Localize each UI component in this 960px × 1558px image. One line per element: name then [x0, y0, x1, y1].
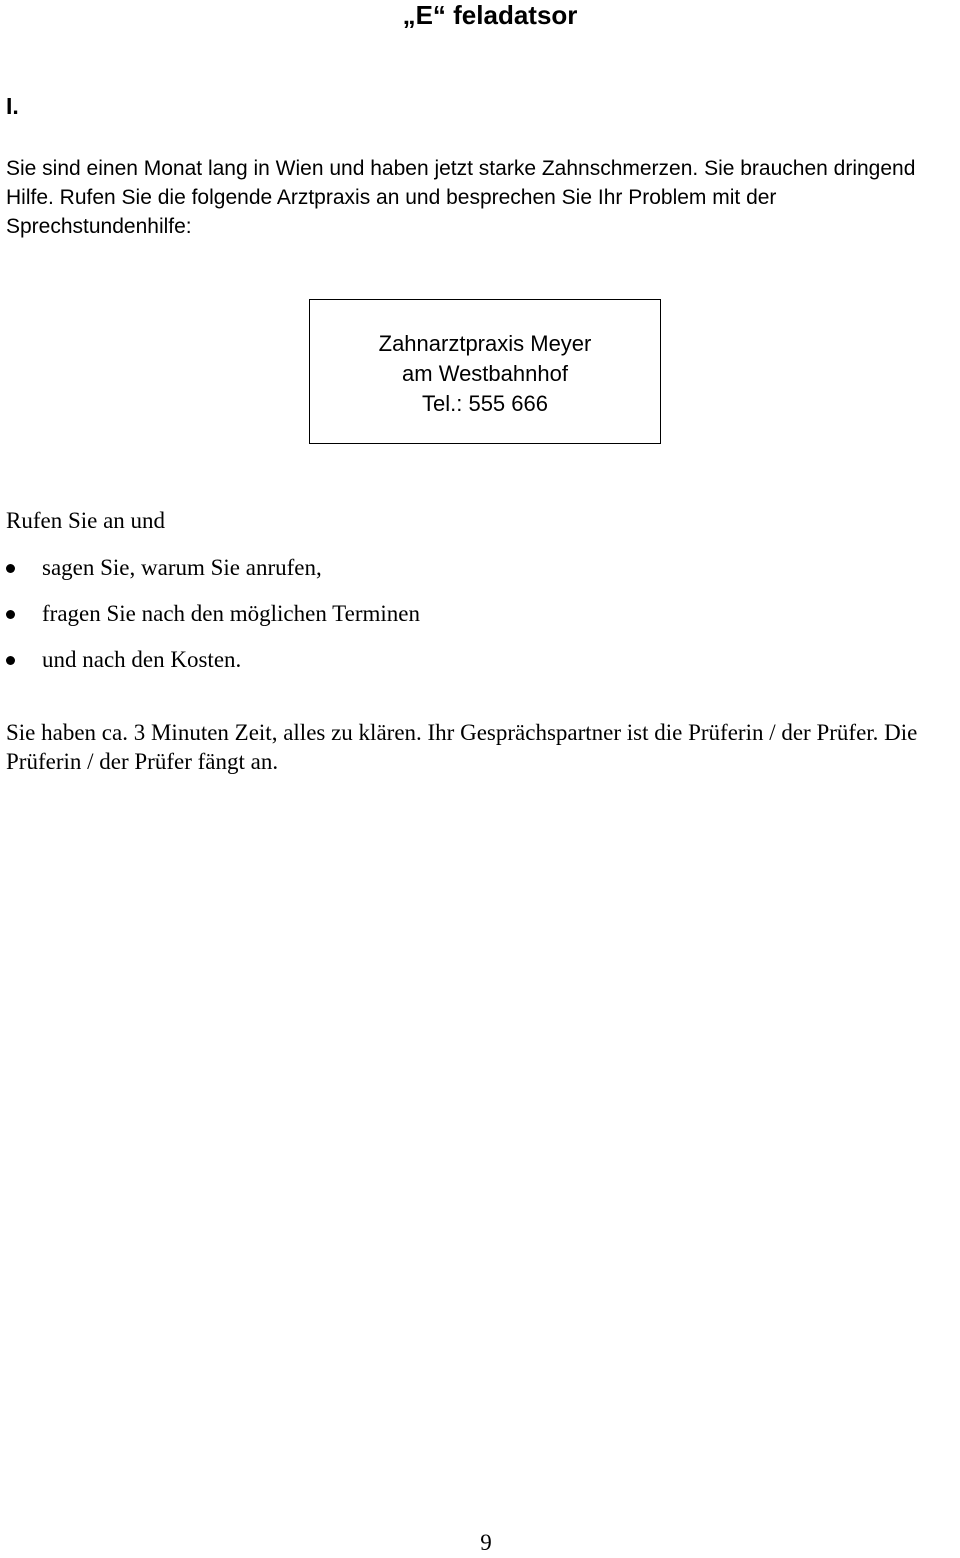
- task-item: [0, 553, 420, 599]
- closing-paragraph: Sie haben ca. 3 Minuten Zeit, alles zu klären. Ihr Gesprächspartner ist die Prüferin / der Prüfer. Die Prüferin / der Prüfer fängt an.: [6, 720, 918, 774]
- page-number: 9: [480, 1530, 492, 1555]
- bullet-icon: [6, 564, 15, 573]
- intro-paragraph: Sie sind einen Monat lang in Wien und haben jetzt starke Zahnschmerzen. Sie brauchen dringend Hilfe. Rufen Sie die folgende Arztpraxis an und besprechen Sie Ihr Problem mit der Sprechstundenhilfe:: [6, 157, 916, 238]
- task-item: [0, 645, 420, 691]
- call-instruction-heading: Rufen Sie an und: [6, 508, 166, 533]
- task-list: [0, 553, 420, 691]
- bullet-icon: [6, 656, 15, 665]
- task-text: fragen Sie nach den möglichen Terminen: [42, 601, 420, 626]
- practice-location: am Westbahnhof: [402, 361, 568, 386]
- practice-name: Zahnarztpraxis Meyer: [378, 331, 592, 356]
- section-number: I.: [6, 93, 19, 119]
- practice-address-box: [309, 299, 661, 444]
- page-title: „E“ feladatsor: [402, 0, 578, 30]
- task-item: [0, 599, 420, 645]
- practice-phone: Tel.: 555 666: [422, 391, 548, 416]
- task-text: sagen Sie, warum Sie anrufen,: [42, 555, 322, 580]
- task-text: und nach den Kosten.: [42, 647, 242, 672]
- bullet-icon: [6, 610, 15, 619]
